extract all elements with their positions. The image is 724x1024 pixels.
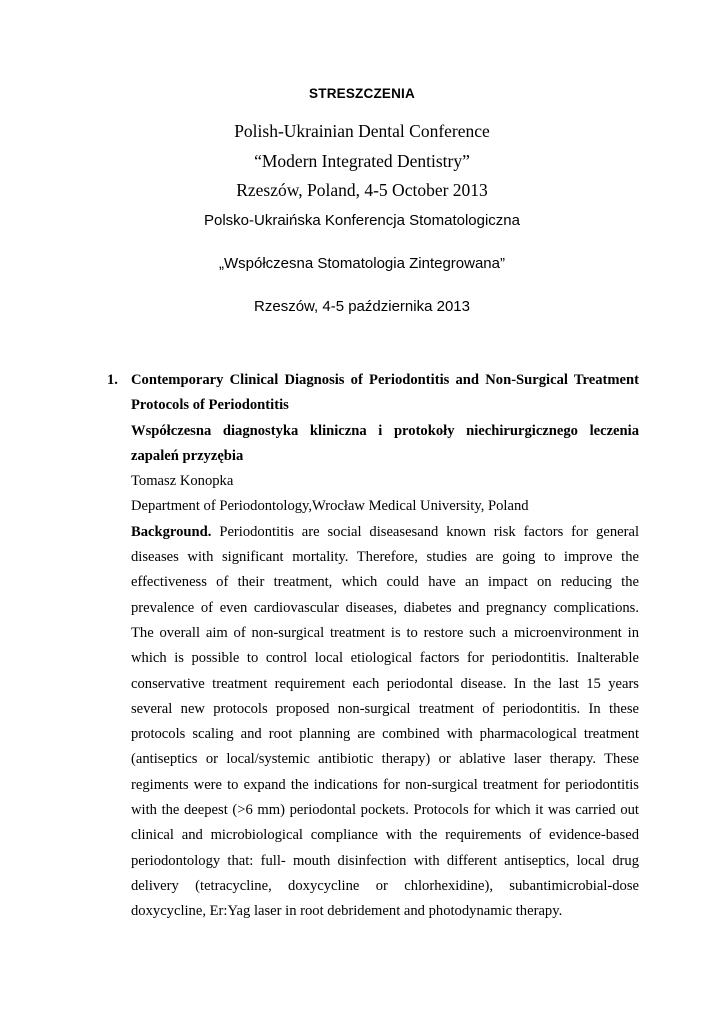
article-title-pl: Współczesna diagnostyka kliniczna i protokoły niechirurgicznego leczenia zapaleń przyzębia	[131, 422, 639, 464]
article-author: Tomasz Konopka	[131, 473, 234, 490]
article-background	[131, 520, 639, 925]
conference-location-date-pl: Rzeszów, 4-5 października 2013	[254, 298, 470, 315]
background-text: Periodontitis are social diseasesand known risk factors for general diseases with significant mortality. Therefore, studies are going to improve the effectiveness of their treatment, which could have an impact on reducing the prevalence of even cardiovascular diseases, diabetes and pregnancy complications. The overall aim of non-surgical treatment is to restore such a microenvironment in which is possible to control local etiological factors for periodontitis. Inalterable conservative treatment requirement each periodontal disease. In the last 15 years several new protocols proposed non-surgical treatment of periodontitis. In these protocols scaling and root planning are combined with pharmacological treatment (antiseptics or local/systemic antibiotic therapy) or ablative laser therapy. These regiments were to expand the indications for non-surgical treatment for periodontitis with the deepest (>6 mm) periodontal pockets. Protocols for which it was carried out clinical and microbiological compliance with the requirements of evidence-based periodontology that: full- mouth disinfection with different antiseptics, local drug delivery (tetracycline, doxycycline or chlorhexidine), subantimicrobial-dose doxycycline, Er:Yag laser in root debridement and photodynamic therapy.	[131, 523, 639, 920]
background-label: Background.	[131, 523, 212, 540]
conference-subtitle-pl: „Współczesna Stomatologia Zintegrowana”	[219, 255, 505, 272]
conference-subtitle-en: “Modern Integrated Dentistry”	[254, 151, 470, 171]
article	[131, 368, 639, 925]
conference-title-en: Polish-Ukrainian Dental Conference	[234, 121, 490, 141]
article-title-en: Contemporary Clinical Diagnosis of Periodontitis and Non-Surgical Treatment Protocols of Periodontitis	[131, 372, 639, 414]
conference-location-date-en: Rzeszów, Poland, 4-5 October 2013	[236, 180, 488, 200]
conference-title-pl: Polsko-Ukraińska Konferencja Stomatologiczna	[204, 212, 520, 229]
article-number: 1.	[107, 372, 118, 388]
page-heading: STRESZCZENIA	[309, 86, 415, 101]
article-affiliation: Department of Periodontology,Wrocław Medical University, Poland	[131, 498, 529, 515]
